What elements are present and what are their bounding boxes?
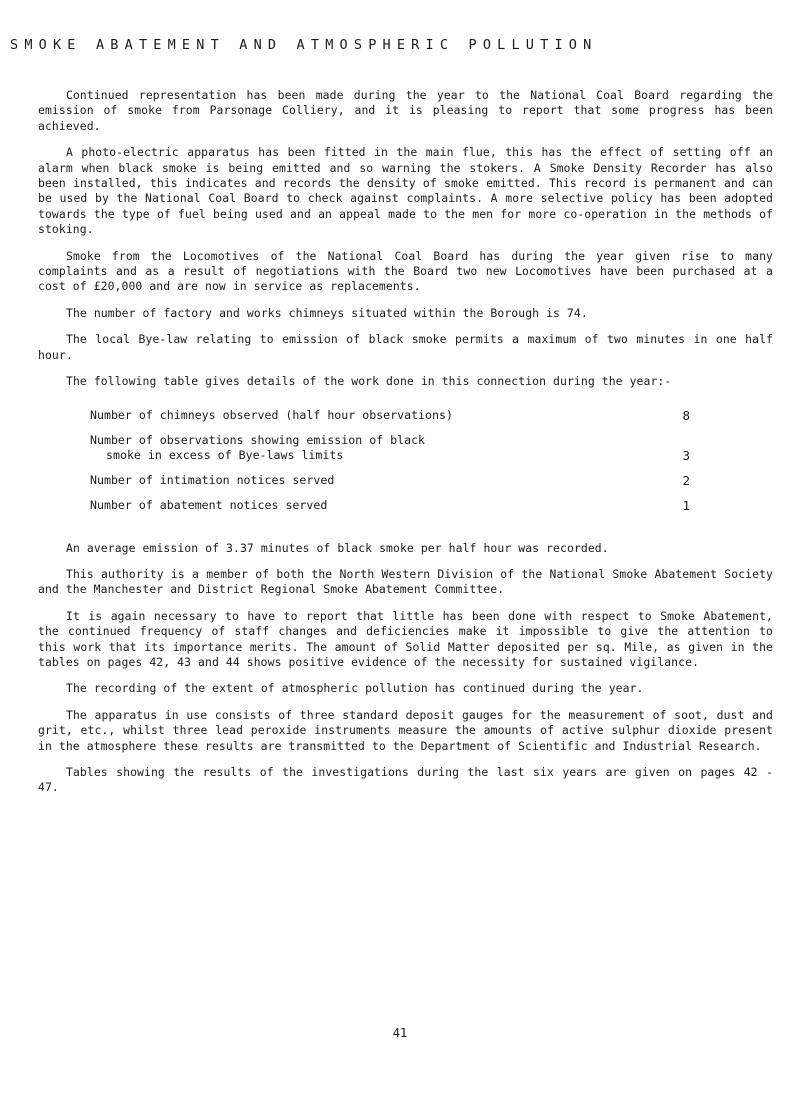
paragraph-photo-electric: A photo-electric apparatus has been fitted in the main flue, this has the effect of setting off an alarm when black smoke is being emitted and so warning the stokers. A Smoke Density Recorder has also been installed, this indicates and records the density of smoke emitted. This record is permanent and can be used by the National Coal Board to check against complaints. A more selective policy has been adopted towards the type of fuel being used and an appeal made to the men for more co-operation in the methods of stoking.: [38, 145, 773, 237]
paragraph-membership: This authority is a member of both the North Western Division of the National Smoke Abatement Society and the Manchester and District Regional Smoke Abatement Committee.: [38, 566, 773, 597]
row-value: 2: [682, 472, 690, 488]
paragraph-chimney-count: The number of factory and works chimneys situated within the Borough is 74.: [66, 305, 588, 320]
paragraph-table-intro: The following table gives details of the work done in this connection during the year:-: [66, 374, 672, 389]
row-label-line: Number of chimneys observed (half hour observations): [90, 407, 453, 422]
paragraph-recording: The recording of the extent of atmospheric pollution has continued during the year.: [66, 681, 644, 696]
row-label: [90, 408, 650, 433]
row-label: [90, 433, 650, 473]
row-label-line: Number of intimation notices served: [90, 472, 335, 487]
paragraph-locomotives: Smoke from the Locomotives of the National Coal Board has during the year given rise to many complaints and as a result of negotiations with the Board two new Locomotives have been purchased at a cost of £20,000 and are now in service as replacements.: [38, 248, 773, 294]
page-heading: SMOKE ABATEMENT AND ATMOSPHERIC POLLUTION: [10, 37, 598, 53]
row-label-line: Number of observations showing emission of black: [90, 432, 426, 447]
paragraph-staff-changes: It is again necessary to have to report that little has been done with respect to Smoke Abatement, the continued frequency of staff changes and deficiencies make it impossible to give the attention to this work that its importance merits. The amount of Solid Matter deposited per sq. Mile, as given in the tables on pages 42, 43 and 44 shows positive evidence of the necessity for sustained vigilance.: [38, 608, 773, 669]
row-value: 1: [682, 497, 690, 513]
paragraph-average-emission: An average emission of 3.37 minutes of black smoke per half hour was recorded.: [66, 540, 609, 555]
table-row: [90, 408, 690, 433]
table-row: [90, 473, 690, 498]
row-value: 3: [682, 447, 690, 463]
paragraph-colliery: Continued representation has been made during the year to the National Coal Board regarding the emission of smoke from Parsonage Colliery, and it is pleasing to report that some progress has been achieved.: [38, 88, 773, 133]
page-number: 41: [392, 1026, 408, 1040]
row-label-line-continued: smoke in excess of Bye-laws limits: [106, 447, 344, 462]
row-value: 8: [682, 407, 690, 423]
row-label: [90, 498, 650, 523]
table-row: [90, 433, 690, 473]
table-row: [90, 498, 690, 523]
row-label-line: Number of abatement notices served: [90, 497, 328, 512]
observations-table: [90, 408, 690, 523]
paragraph-apparatus: The apparatus in use consists of three standard deposit gauges for the measurement of soot, dust and grit, etc., whilst three lead peroxide instruments measure the amounts of active sulphur dioxide present in the atmosphere these results are transmitted to the Department of Scientific and Industrial Research.: [38, 707, 773, 753]
row-label: [90, 473, 650, 498]
body-text: [38, 88, 773, 807]
paragraph-bye-law: The local Bye-law relating to emission of black smoke permits a maximum of two minutes in one half hour.: [38, 332, 773, 362]
paragraph-tables-reference: Tables showing the results of the investigations during the last six years are given on pages 42 - 47.: [38, 764, 773, 795]
